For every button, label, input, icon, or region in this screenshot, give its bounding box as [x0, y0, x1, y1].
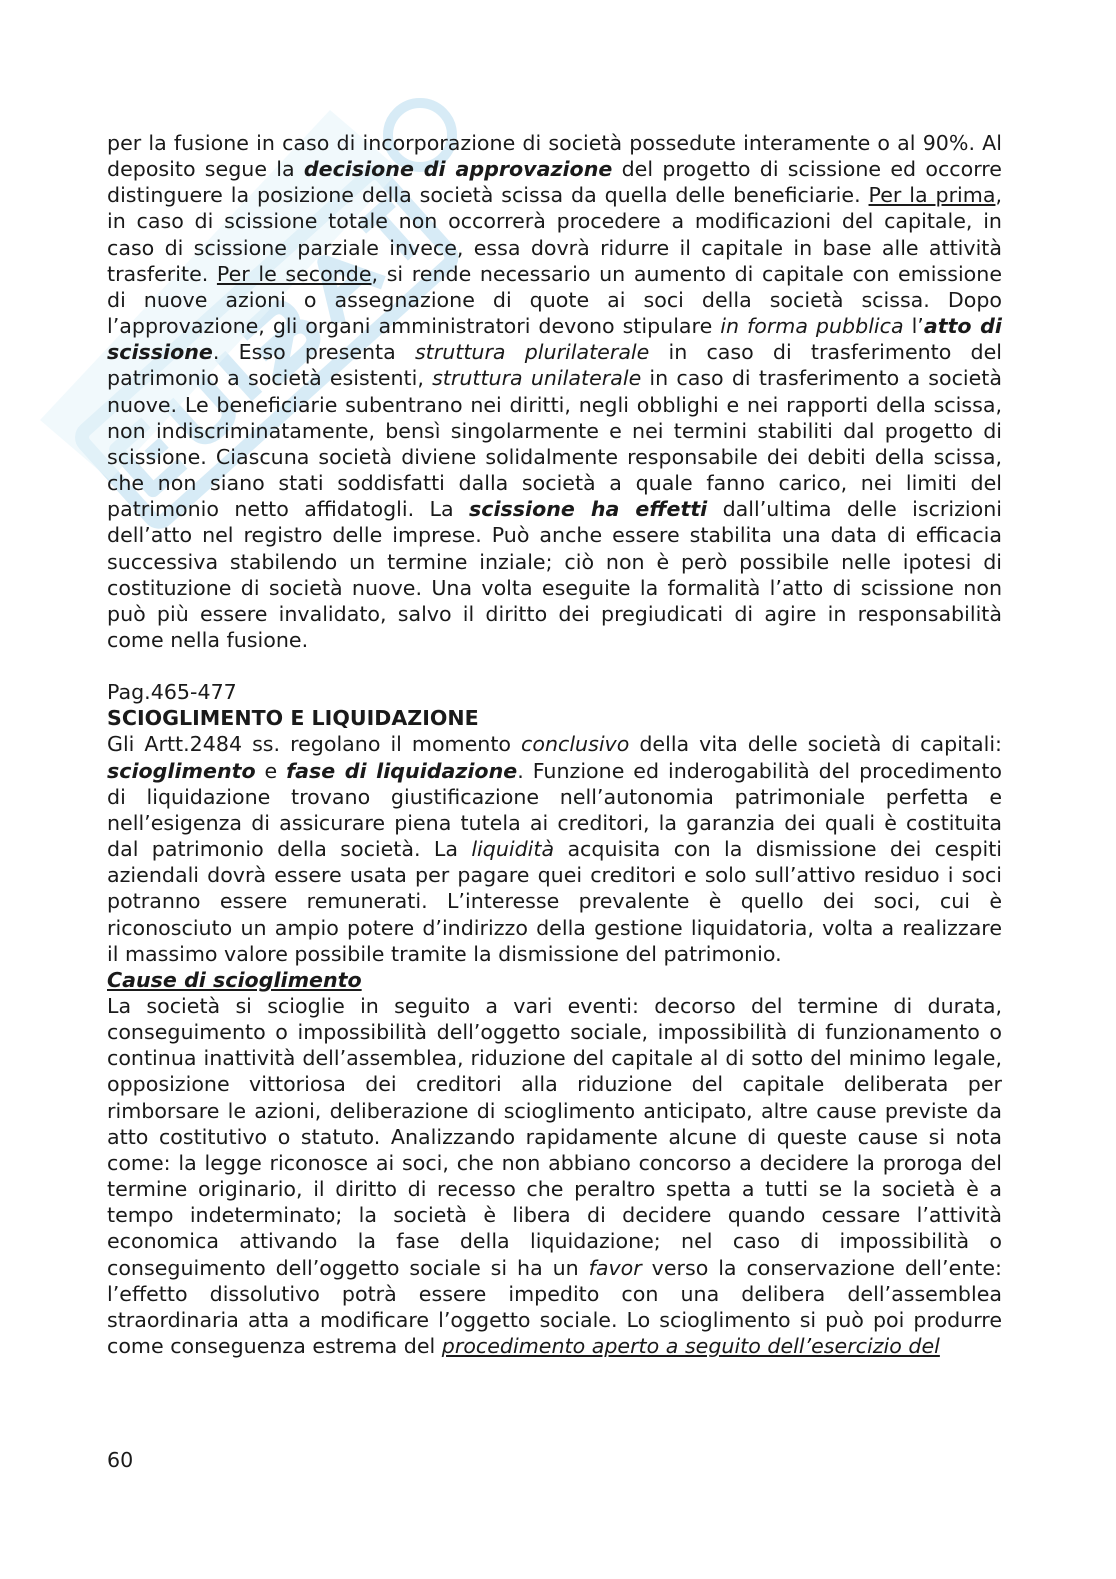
underline-per-la-prima: Per la prima: [868, 183, 996, 208]
page-reference: Pag.465-477: [107, 680, 237, 705]
italic-favor: favor: [588, 1255, 642, 1280]
paragraph-cause-scioglimento: La società si scioglie in seguito a vari eventi: decorso del termine di durata, conseguimento o impossibilità dell’oggetto sociale, impossibilità di funzionamento o continua inattività dell’assemblea, riduzione del capitale al di sotto del minimo legale, opposizione vittoriosa dei creditori alla riduzione del capitale deliberata per rimborsare le azioni, deliberazione di scioglimento anticipato, altre cause previste da atto costitutivo o statuto. Analizzando rapidamente alcune di queste cause si nota come: la legge riconosce ai soci, che non abbiano concorso a decidere la proroga del termine originario, il diritto di recesso che peraltro spetta a tutti se la società è a tempo indeterminato; la società è libera di decidere quando cessare l’attività economica attivando la fase della liquidazione; nel caso di impossibilità o conseguimento dell’oggetto sociale si ha un favor verso la conservazione dell’ente: l’effetto dissolutivo potrà essere impedito con una delibera dell’assemblea straordinaria atta a modificare l’oggetto sociale. Lo scioglimento si può poi produrre come conseguenza estrema del procedimento aperto a seguito dell’esercizio del: [107, 994, 1002, 1359]
emphasis-scissione-effetti: scissione ha effetti: [468, 497, 708, 522]
italic-conclusivo: conclusivo: [521, 732, 630, 757]
paragraph-scissione: per la fusione in caso di incorporazione di società possedute interamente o al 90%. Al deposito segue la decisione di approvazione del progetto di scissione ed occorre distinguere la posizione della società scissa da quella delle beneficiarie. Per la prima, in caso di scissione totale non occorrerà procedere a modificazioni del capitale, in caso di scissione parziale invece, essa dovrà ridurre il capitale in base alle attività trasferite. Per le seconde, si rende necessario un aumento di capitale con emissione di nuove azioni o assegnazione di quote ai soci della società scissa. Dopo l’approvazione, gli organi amministratori devono stipulare in forma pubblica l’atto di scissione. Esso presenta struttura plurilaterale in caso di trasferimento del patrimonio a società esistenti, struttura unilaterale in caso di trasferimento a società nuove. Le beneficiarie subentrano nei diritti, negli obblighi e nei rapporti della scissa, non indiscriminatamente, bensì singolarmente e nei termini stabiliti dal progetto di scissione. Ciascuna società diviene solidalmente responsabile dei debiti della scissa, che non siano stati soddisfatti dalla società a quale fanno carico, nei limiti del patrimonio netto affidatogli. La scissione ha effetti dall’ultima delle iscrizioni dell’atto nel registro delle imprese. Può anche essere stabilita una data di efficacia successiva stabilendo un termine inziale; ciò non è però possibile nelle ipotesi di costituzione di società nuove. Una volta eseguite la formalità l’atto di scissione non può più essere invalidato, salvo il diritto dei pregiudicati di agire in responsabilità come nella fusione.: [107, 131, 1003, 652]
italic-struttura-unilaterale: struttura unilaterale: [432, 366, 642, 391]
underline-per-le-seconde: Per le seconde: [216, 261, 372, 286]
italic-liquidita: liquidità: [471, 837, 555, 862]
italic-underline-procedimento: procedimento aperto a seguito dell’esercizio del: [441, 1334, 940, 1359]
emphasis-fase-liquidazione: fase di liquidazione: [286, 758, 518, 783]
italic-struttura-plurilaterale: struttura plurilaterale: [414, 340, 650, 365]
section-title: SCIOGLIMENTO E LIQUIDAZIONE: [107, 706, 479, 731]
paragraph-scioglimento-intro: Gli Artt.2484 ss. regolano il momento conclusivo della vita delle società di capitali: scioglimento e fase di liquidazione. Funzione ed inderogabilità del procedimento di liquidazione trovano giustificazione nell’autonomia patrimoniale perfetta e nell’esigenza di assicurare piena tutela ai creditori, la garanzia dei quali è costituita dal patrimonio della società. La liquidità acquisita con la dismissione dei cespiti aziendali dovrà essere usata per pagare quei creditori e solo sull’attivo residuo i soci potranno essere remunerati. L’interesse prevalente è quello dei soci, cui è riconosciuto un ampio potere d’indirizzo della gestione liquidatoria, volta a realizzare il massimo valore possibile tramite la dismissione del patrimonio.: [107, 732, 1003, 966]
emphasis-scioglimento: scioglimento: [107, 758, 256, 783]
spacer: [107, 653, 1002, 679]
page-number: 60: [107, 1448, 134, 1472]
page-content: [107, 130, 1002, 1359]
emphasis-decisione-approvazione: decisione di approvazione: [303, 157, 613, 182]
emphasis-atto-di-scissione: atto di scissione: [107, 314, 1002, 365]
subsection-title: Cause di scioglimento: [107, 967, 362, 992]
italic-forma-pubblica: in forma pubblica: [720, 314, 904, 339]
